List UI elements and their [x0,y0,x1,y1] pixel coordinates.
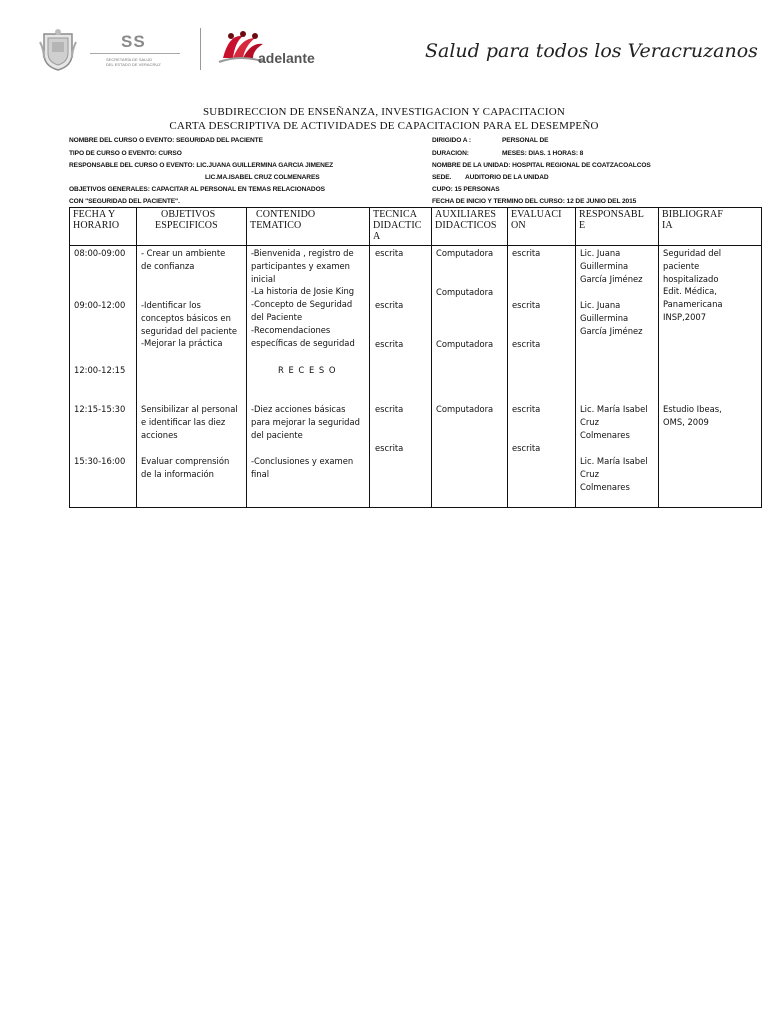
slogan: Salud para todos los Veracruzanos [425,40,758,62]
bibliografia-cell: Seguridad del paciente hospitalizado Edit. Médica, Panamericana INSP,2007 [663,248,723,322]
horario-cell: 09:00-12:00 [74,300,126,310]
info-sede-label: SEDE. [432,174,452,181]
header-evaluacion: EVALUACI ON [511,209,562,231]
evaluacion-cell: escrita [512,300,541,310]
header-auxiliares: AUXILIARES DIDACTICOS [435,209,497,231]
bibliografia-cell: Estudio Ibeas, OMS, 2009 [663,404,722,427]
adelante-logo-text: adelante [258,50,315,66]
responsable-cell: Lic. Juana Guillermina García Jiménez [580,300,643,336]
info-fecha: FECHA DE INICIO Y TERMINO DEL CURSO: 12 DE JUNIO DEL 2015 [432,198,637,205]
contenido-cell: -Diez acciones básicas para mejorar la seguridad del paciente [251,404,360,440]
auxiliares-cell: Computadora [436,248,494,258]
info-cupo: CUPO: 15 PERSONAS [432,186,500,193]
evaluacion-cell: escrita [512,339,541,349]
header-tecnica: TECNICA DIDACTIC A [373,209,422,242]
evaluacion-cell: escrita [512,404,541,414]
info-dirigido-label: DIRIGIDO A : [432,137,471,144]
auxiliares-cell: Computadora [436,287,494,297]
auxiliares-cell: Computadora [436,339,494,349]
title-line-2: CARTA DESCRIPTIVA DE ACTIVIDADES DE CAPACITACION PARA EL DESEMPEÑO [169,120,599,132]
activities-table [69,207,762,508]
receso-label: R E C E S O [278,365,337,375]
document-header [0,0,768,90]
tecnica-cell: escrita [375,404,404,414]
header-contenido: CONTENIDO TEMATICO [250,209,316,231]
objetivos-cell: - Crear un ambiente de confianza [141,248,226,271]
responsable-cell: Lic. Juana Guillermina García Jiménez [580,248,643,284]
title-line-1: SUBDIRECCION DE ENSEÑANZA, INVESTIGACION Y CAPACITACION [202,106,566,118]
header-bibliografia: BIBLIOGRAF IA [662,209,724,231]
tecnica-cell: escrita [375,300,404,310]
info-objetivos: OBJETIVOS GENERALES: CAPACITAR AL PERSONAL EN TEMAS RELACIONADOS [69,186,325,193]
horario-cell: 08:00-09:00 [74,248,126,258]
horario-cell: 12:15-15:30 [74,404,126,414]
tecnica-cell: escrita [375,339,404,349]
horario-cell: 15:30-16:00 [74,456,126,466]
info-tipo-curso: TIPO DE CURSO O EVENTO: CURSO [69,150,182,157]
info-sede-value: AUDITORIO DE LA UNIDAD [465,174,549,181]
ss-logo-subtitle: SECRETARÍA DE SALUD [106,57,153,62]
header-objetivos: OBJETIVOS ESPECIFICOS [155,209,218,231]
veracruz-seal-icon [38,28,78,72]
info-responsable-2: LIC.MA.ISABEL CRUZ COLMENARES [205,174,320,181]
ss-logo-rule [90,53,180,54]
contenido-cell: -Bienvenida , registro de participantes y examen inicial -La historia de Josie King -Concepto de Seguridad del Paciente -Recomendaciones específicas de seguridad [251,248,355,348]
tecnica-cell: escrita [375,248,404,258]
info-dirigido-value: PERSONAL DE [502,137,549,144]
tecnica-cell: escrita [375,443,404,453]
header-fecha-horario: FECHA Y HORARIO [73,209,120,231]
info-unidad: NOMBRE DE LA UNIDAD: HOSPITAL REGIONAL DE COATZACOALCOS [432,162,651,169]
evaluacion-cell: escrita [512,248,541,258]
header-divider [200,28,201,70]
info-nombre-curso: NOMBRE DEL CURSO O EVENTO: SEGURIDAD DEL PACIENTE [69,137,263,144]
info-objetivos-2: CON "SEGURIDAD DEL PACIENTE". [69,198,180,205]
header-responsable: RESPONSABL E [579,209,644,231]
info-meses: MESES: DIAS. 1 HORAS: 8 [502,150,584,157]
auxiliares-cell: Computadora [436,404,494,414]
objetivos-cell: -Identificar los conceptos básicos en seguridad del paciente -Mejorar la práctica [141,300,238,349]
info-duracion: DURACION: [432,150,469,157]
evaluacion-cell: escrita [512,443,541,453]
responsable-cell: Lic. María Isabel Cruz Colmenares [580,404,648,440]
objetivos-cell: Sensibilizar al personal e identificar las diez acciones [141,404,238,440]
responsable-cell: Lic. María Isabel Cruz Colmenares [580,456,648,492]
info-responsable: RESPONSABLE DEL CURSO O EVENTO: LIC.JUANA GUILLERMINA GARCIA JIMENEZ [69,162,334,169]
ss-logo-text: SS [121,32,146,51]
ss-logo-subtitle-2: DEL ESTADO DE VERACRUZ [106,62,161,67]
objetivos-cell: Evaluar comprensión de la información [141,456,230,479]
contenido-cell: -Conclusiones y examen final [251,456,354,479]
horario-cell: 12:00-12:15 [74,365,126,375]
